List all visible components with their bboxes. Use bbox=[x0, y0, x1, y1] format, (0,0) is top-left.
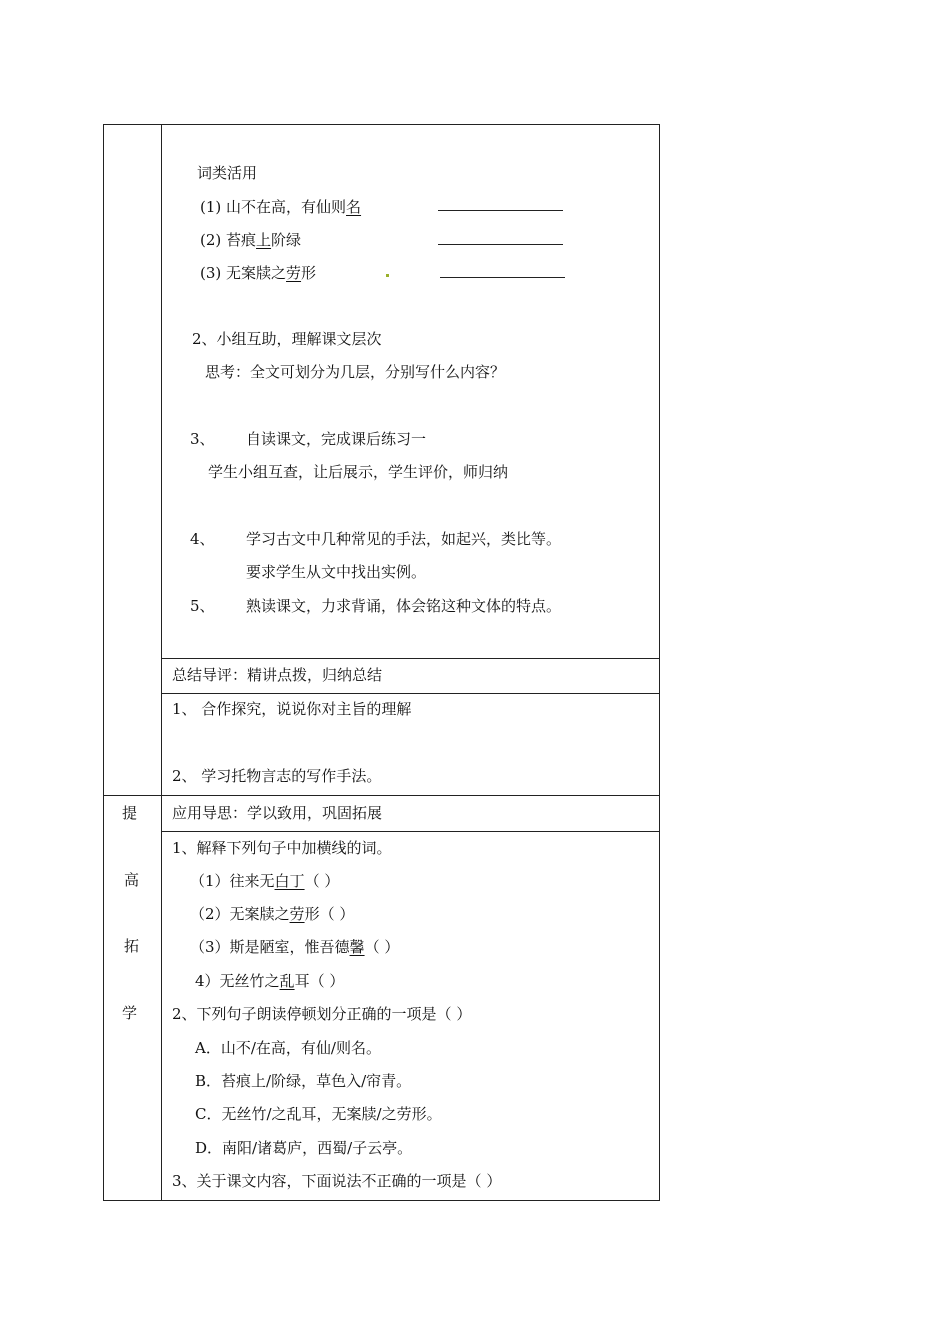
step-5-text: 熟读课文，力求背诵，体会铭这种文体的特点。 bbox=[246, 597, 562, 615]
item-suffix: 阶绿 bbox=[271, 231, 302, 249]
step-4-text: 学习古文中几种常见的手法，如起兴，类比等。 bbox=[246, 530, 562, 548]
answer-blank-2[interactable] bbox=[438, 244, 563, 245]
step-3-number: 3、 bbox=[190, 430, 215, 448]
underlined-word: 劳 bbox=[289, 905, 305, 923]
summary-item-2: 2、 学习托物言志的写作手法。 bbox=[172, 767, 382, 785]
question-1-item-4 bbox=[195, 970, 344, 991]
answer-parentheses[interactable]: （ ） bbox=[304, 872, 340, 890]
row-divider-apply-title bbox=[161, 831, 659, 832]
question-2-option-c[interactable]: C．无丝竹/之乱耳，无案牍/之劳形。 bbox=[195, 1105, 442, 1123]
row-divider-summary-top bbox=[161, 658, 659, 659]
item-suffix: 形 bbox=[301, 264, 317, 282]
question-1: 1、解释下列句子中加横线的词。 bbox=[172, 839, 392, 857]
row-divider-apply-top bbox=[103, 795, 660, 796]
step-4-subtext: 要求学生从文中找出实例。 bbox=[246, 563, 427, 581]
question-1-item-2 bbox=[190, 903, 354, 924]
word-usage-item-1 bbox=[200, 196, 361, 217]
answer-parentheses[interactable]: （ ） bbox=[364, 938, 400, 956]
item-prefix: （1）往来无 bbox=[190, 872, 275, 890]
question-2-option-a[interactable]: A．山不/在高，有仙/则名。 bbox=[195, 1039, 381, 1057]
underlined-word: 馨 bbox=[349, 938, 365, 956]
question-2-option-d[interactable]: D．南阳/诸葛庐，西蜀/子云亭。 bbox=[195, 1139, 413, 1157]
underlined-word: 白丁 bbox=[274, 872, 305, 890]
item-prefix: (3) 无案牍之 bbox=[200, 264, 287, 282]
step-5-number: 5、 bbox=[190, 597, 215, 615]
step-2-title: 2、小组互助，理解课文层次 bbox=[192, 330, 382, 348]
table-border-bottom bbox=[103, 1200, 660, 1201]
summary-title: 总结导评：精讲点拨，归纳总结 bbox=[172, 666, 383, 684]
apply-title: 应用导思：学以致用，巩固拓展 bbox=[172, 804, 383, 822]
row-divider-summary-title bbox=[161, 693, 659, 694]
answer-parentheses[interactable]: 耳（ ） bbox=[294, 972, 345, 990]
question-2: 2、下列句子朗读停顿划分正确的一项是（ ） bbox=[172, 1005, 472, 1023]
table-border-left bbox=[103, 124, 104, 1201]
answer-blank-1[interactable] bbox=[438, 210, 563, 211]
underlined-word: 名 bbox=[346, 198, 362, 216]
table-border-top bbox=[103, 124, 660, 125]
side-label-1: 提 bbox=[122, 804, 138, 822]
side-label-3: 拓 bbox=[124, 937, 140, 955]
side-label-4: 学 bbox=[122, 1004, 138, 1022]
side-label-2: 高 bbox=[124, 871, 140, 889]
word-usage-item-2 bbox=[200, 229, 301, 250]
item-prefix: (1) 山不在高，有仙则 bbox=[200, 198, 347, 216]
step-2-question: 思考：全文可划分为几层，分别写什么内容？ bbox=[205, 363, 506, 381]
item-prefix: （3）斯是陋室，惟吾德 bbox=[190, 938, 350, 956]
stray-dot-mark bbox=[386, 274, 389, 277]
answer-blank-3[interactable] bbox=[440, 277, 565, 278]
item-prefix: (2) 苔痕 bbox=[200, 231, 257, 249]
step-3-subtext: 学生小组互查，让后展示，学生评价，师归纳 bbox=[208, 463, 509, 481]
question-1-item-3 bbox=[190, 936, 399, 957]
question-2-option-b[interactable]: B．苔痕上/阶绿，草色入/帘青。 bbox=[195, 1072, 412, 1090]
underlined-word: 劳 bbox=[286, 264, 302, 282]
step-3-text: 自读课文，完成课后练习一 bbox=[246, 430, 427, 448]
question-1-item-1 bbox=[190, 870, 339, 891]
word-usage-item-3 bbox=[200, 262, 316, 283]
item-prefix: 4）无丝竹之 bbox=[195, 972, 280, 990]
summary-item-1: 1、 合作探究，说说你对主旨的理解 bbox=[172, 700, 412, 718]
item-prefix: （2）无案牍之 bbox=[190, 905, 290, 923]
table-column-divider bbox=[161, 124, 162, 1201]
underlined-word: 上 bbox=[256, 231, 272, 249]
step-4-number: 4、 bbox=[190, 530, 215, 548]
underlined-word: 乱 bbox=[279, 972, 295, 990]
table-border-right bbox=[659, 124, 660, 1201]
word-usage-heading: 词类活用 bbox=[197, 164, 258, 182]
question-3: 3、关于课文内容，下面说法不正确的一项是（ ） bbox=[172, 1172, 502, 1190]
answer-parentheses[interactable]: 形（ ） bbox=[304, 905, 355, 923]
